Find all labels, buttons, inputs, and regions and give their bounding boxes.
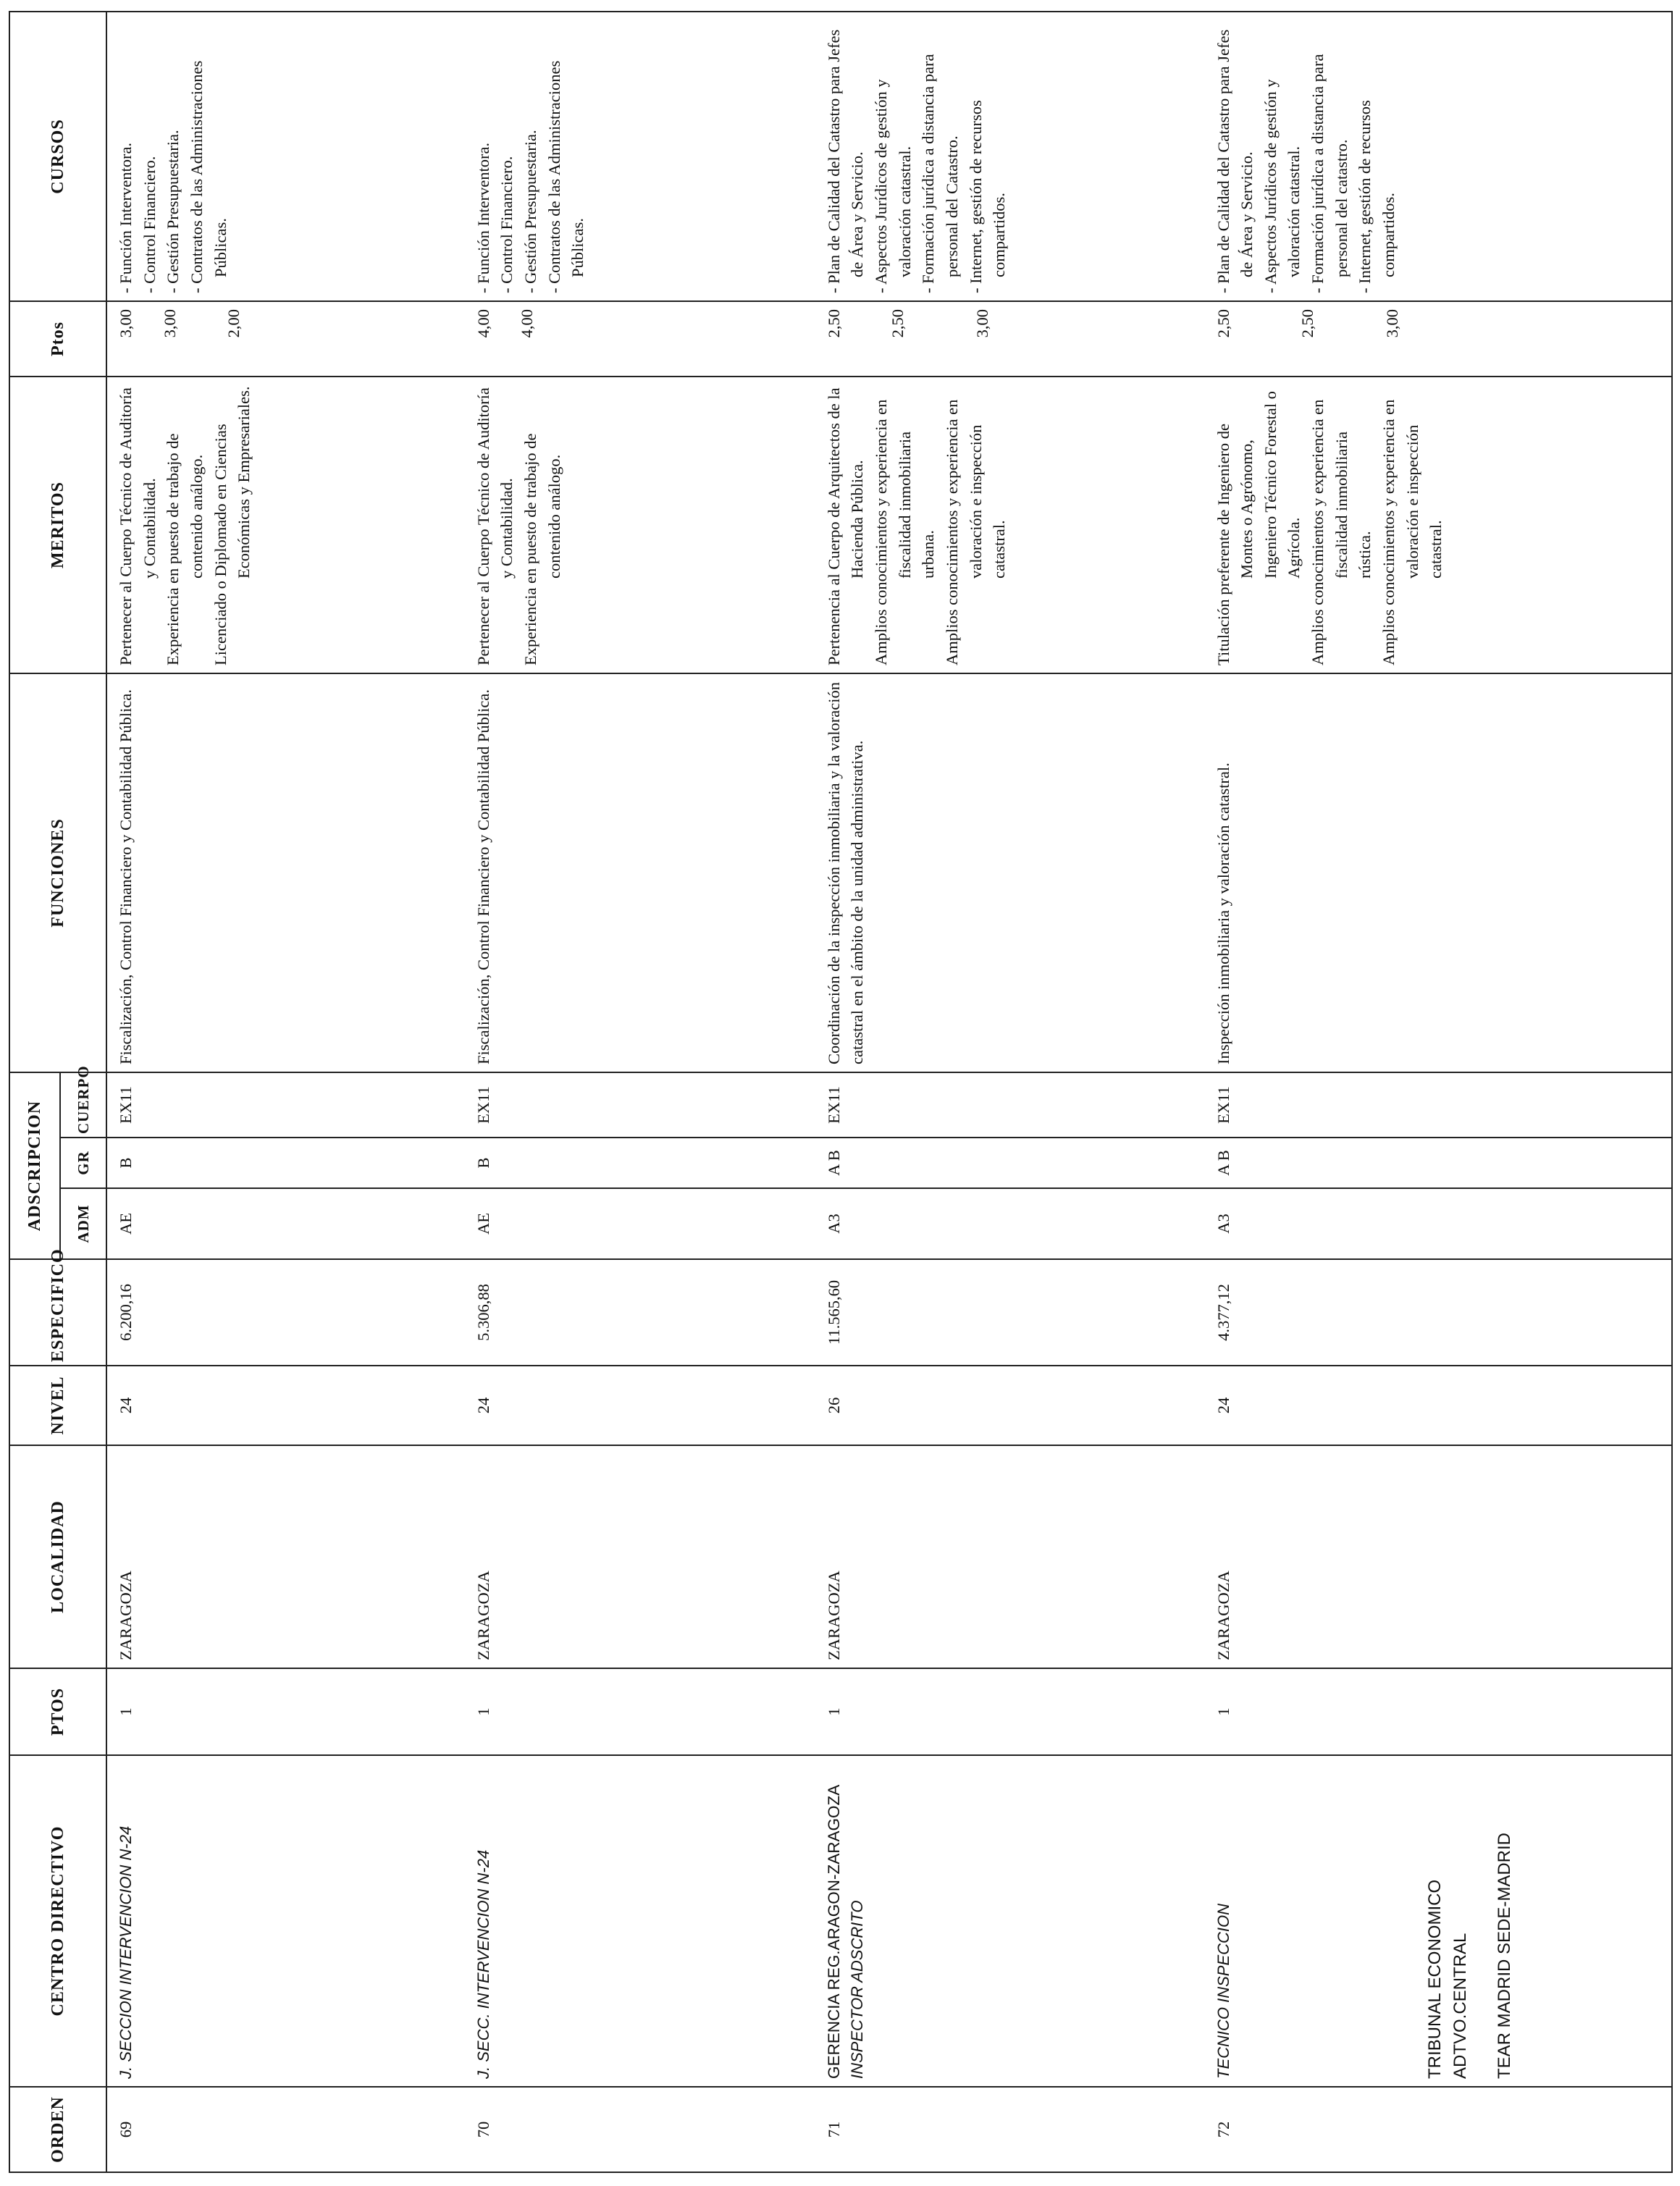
positions-table [9,11,1673,2173]
puntos-value: 3,00 [1382,309,1401,338]
merito-item: Amplios conocimientos y experiencia en fiscalidad inmobiliaria urbana. [872,399,938,665]
cuerpo-cell: EX11 [1205,1072,1672,1138]
merito-item: Amplios conocimientos y experiencia en valoración e inspección catastral. [942,399,1009,665]
funciones-cell: Inspección inmobiliaria y valoración catastral. [1205,673,1672,1072]
curso-item: - Control Financiero. [497,156,516,293]
header-cursos: CURSOS [9,12,106,301]
cuerpo-cell: EX11 [106,1072,465,1138]
curso-item: - Aspectos Jurídicos de gestión y valoración catastral. [872,79,914,293]
gr-cell: A B [815,1138,1205,1188]
table-row [1205,12,1672,2172]
cursos-cell [1205,12,1672,301]
centro-group: GERENCIA REG.ARAGON-ZARAGOZA [824,1784,843,2079]
puntos-cell [465,301,815,377]
funciones-cell: Fiscalización, Control Financiero y Contabilidad Pública. [106,673,465,1072]
merito-item: Licenciado o Diplomado en Ciencias Económicas y Empresariales. [211,386,253,665]
curso-item: - Internet, gestión de recursos compartidos. [1356,100,1398,293]
centro-name: TECNICO INSPECCION [1214,1903,1232,2079]
puntos-cell [106,301,465,377]
tear-heading: TEAR MADRID SEDE-MADRID [1495,1832,1515,2079]
curso-item: - Formación jurídica a distancia para personal del Catastro. [919,54,961,293]
table-row [106,12,465,2172]
especifico-cell: 6.200,16 [106,1259,465,1366]
funciones-cell: Coordinación de la inspección inmobiliaria y la valoración catastral en el ámbito de la unidad administrativa. [815,673,1205,1072]
curso-item: - Gestión Presupuestaria. [164,130,182,293]
merito-item: Pertenecer al Cuerpo Técnico de Auditoría y Contabilidad. [474,387,516,665]
puntos-cell [815,301,1205,377]
especifico-cell: 4.377,12 [1205,1259,1672,1366]
adm-cell: AE [106,1188,465,1259]
curso-item: - Plan de Calidad del Catastro para Jefes de Área y Servicio. [1214,29,1256,293]
merito-item: Amplios conocimientos y experiencia en valoración e inspección catastral. [1379,399,1445,665]
header-ptos: PTOS [9,1668,106,1755]
header-nivel: NIVEL [9,1366,106,1445]
header-centro-directivo: CENTRO DIRECTIVO [9,1755,106,2087]
localidad-cell: ZARAGOZA [815,1445,1205,1668]
puntos-value: 4,00 [474,309,492,338]
cursos-cell [815,12,1205,301]
adm-cell: A3 [815,1188,1205,1259]
centro-name: J. SECC. INTERVENCION N-24 [474,1849,492,2079]
cursos-cell [465,12,815,301]
adm-cell: AE [465,1188,815,1259]
header-gr: GR [60,1138,106,1188]
meritos-cell [465,377,815,673]
orden-cell: 70 [465,2087,815,2172]
curso-item: - Formación jurídica a distancia para personal del catastro. [1309,54,1351,293]
centro-cell [106,1755,465,2087]
centro-cell [465,1755,815,2087]
merito-item: Pertenencia al Cuerpo de Arquitectos de la Hacienda Pública. [824,387,867,665]
curso-item: - Internet, gestión de recursos compartidos. [966,100,1009,293]
puntos-value: 3,00 [117,309,135,338]
ptos-cell: 1 [106,1668,465,1755]
puntos-value: 2,00 [224,309,243,338]
nivel-cell: 24 [465,1366,815,1445]
curso-item: - Gestión Presupuestaria. [521,130,540,293]
curso-item: - Plan de Calidad del Catastro para Jefes de Área y Servicio. [824,29,867,293]
puntos-cell [1205,301,1672,377]
header-cuerpo: CUERPO [60,1072,106,1138]
orden-cell: 71 [815,2087,1205,2172]
nivel-cell: 26 [815,1366,1205,1445]
header-orden: ORDEN [9,2087,106,2172]
especifico-cell: 5.306,88 [465,1259,815,1366]
ptos-cell: 1 [815,1668,1205,1755]
puntos-value: 3,00 [160,309,179,338]
localidad-cell: ZARAGOZA [465,1445,815,1668]
nivel-cell: 24 [106,1366,465,1445]
header-especifico: ESPECIFICO [9,1259,106,1366]
orden-cell: 72 [1205,2087,1672,2172]
merito-item: Experiencia en puesto de trabajo de contenido análogo. [164,433,206,665]
cuerpo-cell: EX11 [815,1072,1205,1138]
orden-cell: 69 [106,2087,465,2172]
merito-item: Pertenecer al Cuerpo Técnico de Auditoría y Contabilidad. [117,387,159,665]
curso-item: - Función Interventora. [474,142,492,293]
merito-item: Experiencia en puesto de trabajo de contenido análogo. [521,433,563,665]
curso-item: - Control Financiero. [140,156,159,293]
adm-cell: A3 [1205,1188,1672,1259]
centro-name: J. SECCION INTERVENCION N-24 [117,1825,135,2079]
table-row [815,12,1205,2172]
puntos-value: 2,50 [1214,309,1232,338]
header-localidad: LOCALIDAD [9,1445,106,1668]
header-adm: ADM [60,1188,106,1259]
puntos-value: 4,00 [518,309,537,338]
curso-item: - Contratos de las Administraciones Públicas. [545,60,587,293]
centro-cell [815,1755,1205,2087]
meritos-cell [1205,377,1672,673]
curso-item: - Aspectos Jurídicos de gestión y valoración catastral. [1261,79,1303,293]
puntos-value: 2,50 [1298,309,1317,338]
curso-item: - Función Interventora. [117,142,135,293]
puntos-value: 3,00 [973,309,992,338]
localidad-cell: ZARAGOZA [1205,1445,1672,1668]
cuerpo-cell: EX11 [465,1072,815,1138]
gr-cell: A B [1205,1138,1672,1188]
meritos-cell [106,377,465,673]
especifico-cell: 11.565,60 [815,1259,1205,1366]
header-meritos: MERITOS [9,377,106,673]
centro-cell [1205,1755,1672,2087]
header-funciones: FUNCIONES [9,673,106,1072]
gr-cell: B [465,1138,815,1188]
puntos-value: 2,50 [824,309,843,338]
ptos-cell: 1 [1205,1668,1672,1755]
funciones-cell: Fiscalización, Control Financiero y Contabilidad Pública. [465,673,815,1072]
nivel-cell: 24 [1205,1366,1672,1445]
curso-item: - Contratos de las Administraciones Públicas. [187,60,230,293]
merito-item: Amplios conocimientos y experiencia en fiscalidad inmobiliaria rústica. [1309,399,1374,665]
gr-cell: B [106,1138,465,1188]
localidad-cell: ZARAGOZA [106,1445,465,1668]
puntos-value: 2,50 [889,309,907,338]
cursos-cell [106,12,465,301]
header-ptos-meritos: Ptos [9,301,106,377]
ptos-cell: 1 [465,1668,815,1755]
centro-name: INSPECTOR ADSCRITO [848,1900,867,2079]
merito-item: Titulación preferente de Ingeniero de Montes o Agrónomo, Ingeniero Técnico Forestal o Agrícola. [1214,391,1303,665]
header-adscripcion: ADSCRIPCION [9,1072,60,1259]
table-row [465,12,815,2172]
meritos-cell [815,377,1205,673]
tribunal-heading: TRIBUNAL ECONOMICO ADTVO.CENTRAL [1425,1879,1471,2079]
